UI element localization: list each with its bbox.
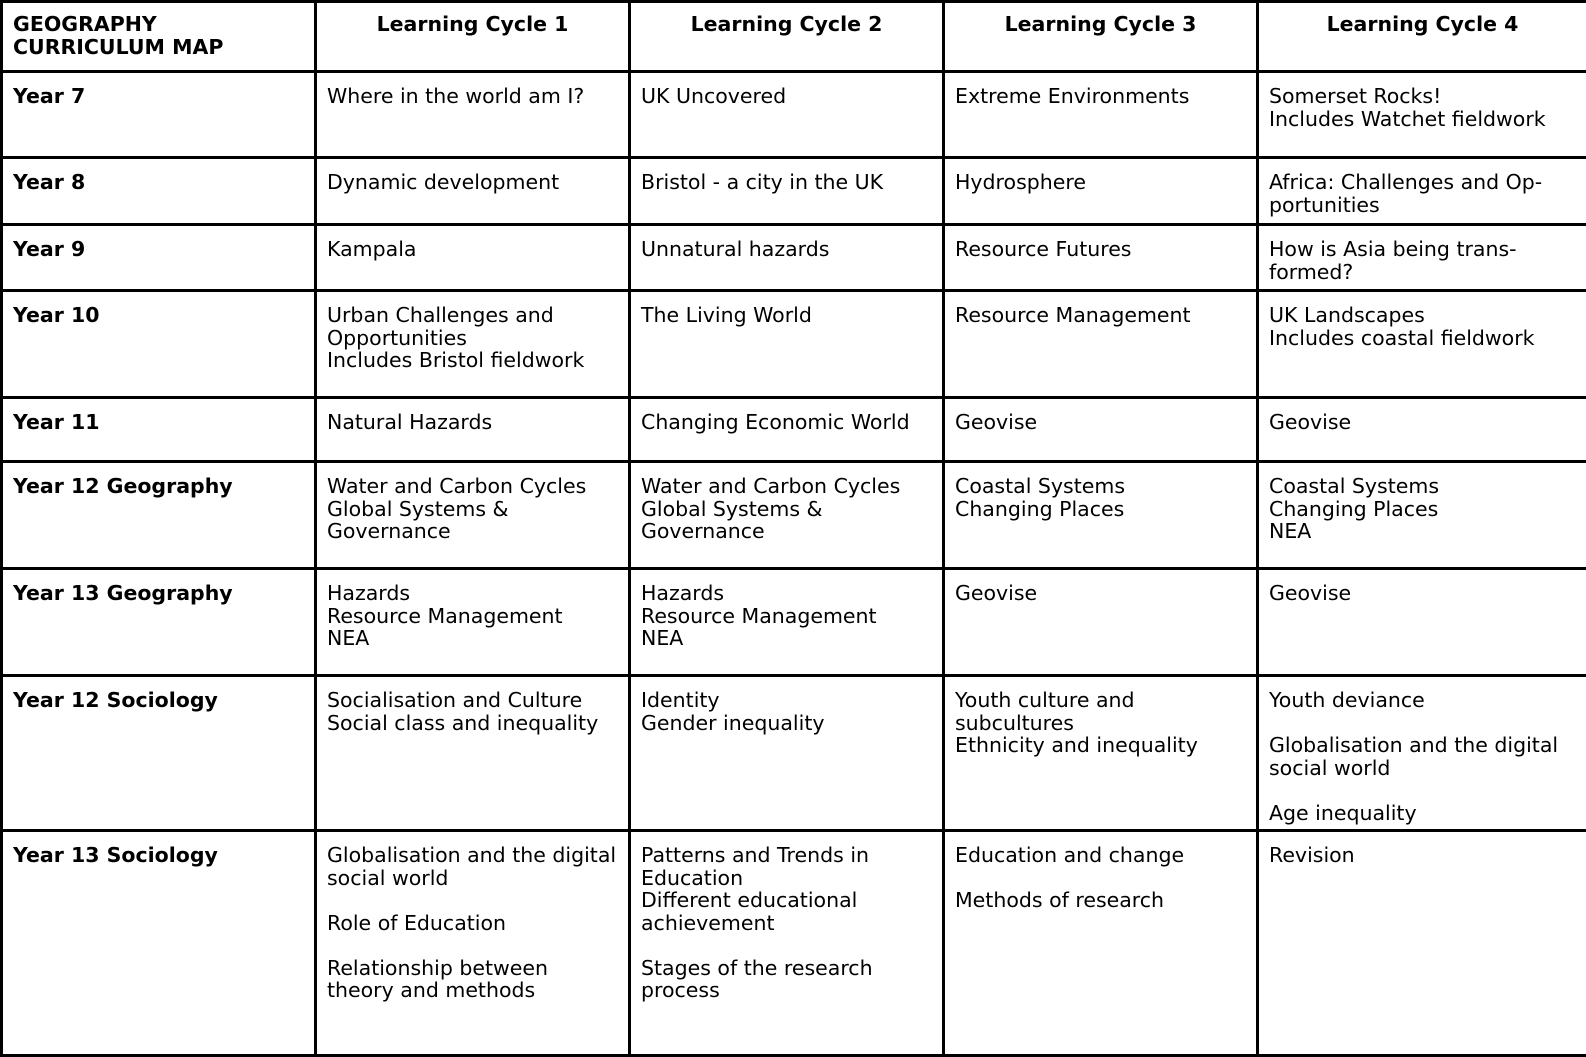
cycle-1-cell xyxy=(316,676,630,831)
topic-line: Methods of research xyxy=(955,889,1246,912)
topic-line: Includes Watchet fieldwork xyxy=(1269,108,1576,131)
topic-line: Geovise xyxy=(955,411,1246,434)
topic-line: Coastal Systems xyxy=(955,475,1246,498)
cycle-3-cell xyxy=(944,225,1258,291)
cycle-4-cell xyxy=(1258,291,1586,398)
table-row xyxy=(2,398,1586,462)
topic-line: Role of Education xyxy=(327,912,618,935)
topic-line: Patterns and Trends in xyxy=(641,844,932,867)
blank-line xyxy=(955,867,1246,890)
year-label: Year 13 Geography xyxy=(2,569,316,676)
table-row xyxy=(2,831,1586,1056)
topic-line: Different educational xyxy=(641,889,932,912)
topic-line: The Living World xyxy=(641,304,932,327)
topic-line: Socialisation and Culture xyxy=(327,689,618,712)
cycle-3-cell xyxy=(944,831,1258,1056)
topic-line: Water and Carbon Cycles xyxy=(327,475,618,498)
topic-line: Governance xyxy=(641,520,932,543)
topic-line: Relationship between xyxy=(327,957,618,980)
cycle-4-cell xyxy=(1258,72,1586,158)
topic-line: Globalisation and the digital xyxy=(1269,734,1576,757)
topic-line: Ethnicity and inequality xyxy=(955,734,1246,757)
cycle-2-cell xyxy=(630,831,944,1056)
topic-line: Age inequality xyxy=(1269,802,1576,825)
topic-line: Revision xyxy=(1269,844,1576,867)
topic-line: NEA xyxy=(1269,520,1576,543)
cycle-4-cell xyxy=(1258,225,1586,291)
topic-line: Resource Management xyxy=(641,605,932,628)
blank-line xyxy=(327,889,618,912)
topic-line: Education and change xyxy=(955,844,1246,867)
blank-line xyxy=(1269,779,1576,802)
cycle-1-cell xyxy=(316,831,630,1056)
topic-line: Globalisation and the digital xyxy=(327,844,618,867)
topic-line: Geovise xyxy=(955,582,1246,605)
blank-line xyxy=(327,934,618,957)
topic-line: Includes coastal fieldwork xyxy=(1269,327,1576,350)
cycle-3-cell xyxy=(944,398,1258,462)
header-row xyxy=(2,2,1586,72)
topic-line: Governance xyxy=(327,520,618,543)
topic-line: Youth deviance xyxy=(1269,689,1576,712)
topic-line: Opportunities xyxy=(327,327,618,350)
cycle-3-cell xyxy=(944,291,1258,398)
cycle-3-cell xyxy=(944,158,1258,225)
topic-line: Education xyxy=(641,867,932,890)
cycle-2-cell xyxy=(630,225,944,291)
year-label: Year 10 xyxy=(2,291,316,398)
blank-line xyxy=(641,934,932,957)
blank-line xyxy=(1269,712,1576,735)
cycle-2-cell xyxy=(630,72,944,158)
year-label: Year 9 xyxy=(2,225,316,291)
topic-line: Geovise xyxy=(1269,582,1576,605)
cycle-3-cell xyxy=(944,462,1258,569)
cycle-1-cell xyxy=(316,291,630,398)
topic-line: Identity xyxy=(641,689,932,712)
cycle-1-cell xyxy=(316,72,630,158)
table-row xyxy=(2,291,1586,398)
table-row xyxy=(2,225,1586,291)
year-label: Year 8 xyxy=(2,158,316,225)
cycle-3-cell xyxy=(944,72,1258,158)
cycle-2-cell xyxy=(630,676,944,831)
table-title xyxy=(2,2,316,72)
cycle-1-cell xyxy=(316,398,630,462)
cycle-4-cell xyxy=(1258,462,1586,569)
topic-line: Somerset Rocks! xyxy=(1269,85,1576,108)
topic-line: Resource Management xyxy=(327,605,618,628)
topic-line: NEA xyxy=(327,627,618,650)
topic-line: Urban Challenges and xyxy=(327,304,618,327)
topic-line: achievement xyxy=(641,912,932,935)
topic-line: portunities xyxy=(1269,194,1576,217)
topic-line: Hazards xyxy=(641,582,932,605)
topic-line: Extreme Environments xyxy=(955,85,1246,108)
cycle-4-cell xyxy=(1258,398,1586,462)
topic-line: Bristol - a city in the UK xyxy=(641,171,932,194)
topic-line: Africa: Challenges and Op- xyxy=(1269,171,1576,194)
topic-line: Unnatural hazards xyxy=(641,238,932,261)
topic-line: Changing Places xyxy=(1269,498,1576,521)
cycle-4-cell xyxy=(1258,676,1586,831)
cycle-2-cell xyxy=(630,569,944,676)
cycle-2-cell xyxy=(630,291,944,398)
topic-line: Resource Management xyxy=(955,304,1246,327)
table-row xyxy=(2,676,1586,831)
topic-line: Global Systems & xyxy=(327,498,618,521)
topic-line: Kampala xyxy=(327,238,618,261)
topic-line: process xyxy=(641,979,932,1002)
topic-line: Global Systems & xyxy=(641,498,932,521)
topic-line: Natural Hazards xyxy=(327,411,618,434)
cycle-1-cell xyxy=(316,158,630,225)
column-header-cycle-1: Learning Cycle 1 xyxy=(316,2,630,72)
topic-line: Where in the world am I? xyxy=(327,85,618,108)
column-header-cycle-3: Learning Cycle 3 xyxy=(944,2,1258,72)
topic-line: social world xyxy=(1269,757,1576,780)
title-line-2: CURRICULUM MAP xyxy=(13,36,304,59)
topic-line: UK Landscapes xyxy=(1269,304,1576,327)
table-row xyxy=(2,72,1586,158)
year-label: Year 13 Sociology xyxy=(2,831,316,1056)
topic-line: theory and methods xyxy=(327,979,618,1002)
table-row xyxy=(2,158,1586,225)
cycle-2-cell xyxy=(630,462,944,569)
topic-line: Hydrosphere xyxy=(955,171,1246,194)
cycle-3-cell xyxy=(944,569,1258,676)
topic-line: Geovise xyxy=(1269,411,1576,434)
topic-line: Stages of the research xyxy=(641,957,932,980)
cycle-4-cell xyxy=(1258,158,1586,225)
cycle-4-cell xyxy=(1258,831,1586,1056)
title-line-1: GEOGRAPHY xyxy=(13,13,304,36)
year-label: Year 7 xyxy=(2,72,316,158)
topic-line: social world xyxy=(327,867,618,890)
cycle-1-cell xyxy=(316,225,630,291)
topic-line: Youth culture and xyxy=(955,689,1246,712)
topic-line: Resource Futures xyxy=(955,238,1246,261)
topic-line: formed? xyxy=(1269,261,1576,284)
topic-line: Coastal Systems xyxy=(1269,475,1576,498)
topic-line: How is Asia being trans- xyxy=(1269,238,1576,261)
topic-line: UK Uncovered xyxy=(641,85,932,108)
year-label: Year 11 xyxy=(2,398,316,462)
cycle-3-cell xyxy=(944,676,1258,831)
year-label: Year 12 Geography xyxy=(2,462,316,569)
topic-line: Hazards xyxy=(327,582,618,605)
topic-line: Changing Economic World xyxy=(641,411,932,434)
topic-line: Social class and inequality xyxy=(327,712,618,735)
table-row xyxy=(2,462,1586,569)
column-header-cycle-4: Learning Cycle 4 xyxy=(1258,2,1586,72)
topic-line: Includes Bristol fieldwork xyxy=(327,349,618,372)
topic-line: Dynamic development xyxy=(327,171,618,194)
topic-line: subcultures xyxy=(955,712,1246,735)
topic-line: Water and Carbon Cycles xyxy=(641,475,932,498)
cycle-4-cell xyxy=(1258,569,1586,676)
cycle-1-cell xyxy=(316,462,630,569)
cycle-2-cell xyxy=(630,158,944,225)
cycle-1-cell xyxy=(316,569,630,676)
topic-line: Changing Places xyxy=(955,498,1246,521)
table-row xyxy=(2,569,1586,676)
year-label: Year 12 Sociology xyxy=(2,676,316,831)
table-body xyxy=(2,72,1586,1056)
column-header-cycle-2: Learning Cycle 2 xyxy=(630,2,944,72)
topic-line: Gender inequality xyxy=(641,712,932,735)
topic-line: NEA xyxy=(641,627,932,650)
cycle-2-cell xyxy=(630,398,944,462)
